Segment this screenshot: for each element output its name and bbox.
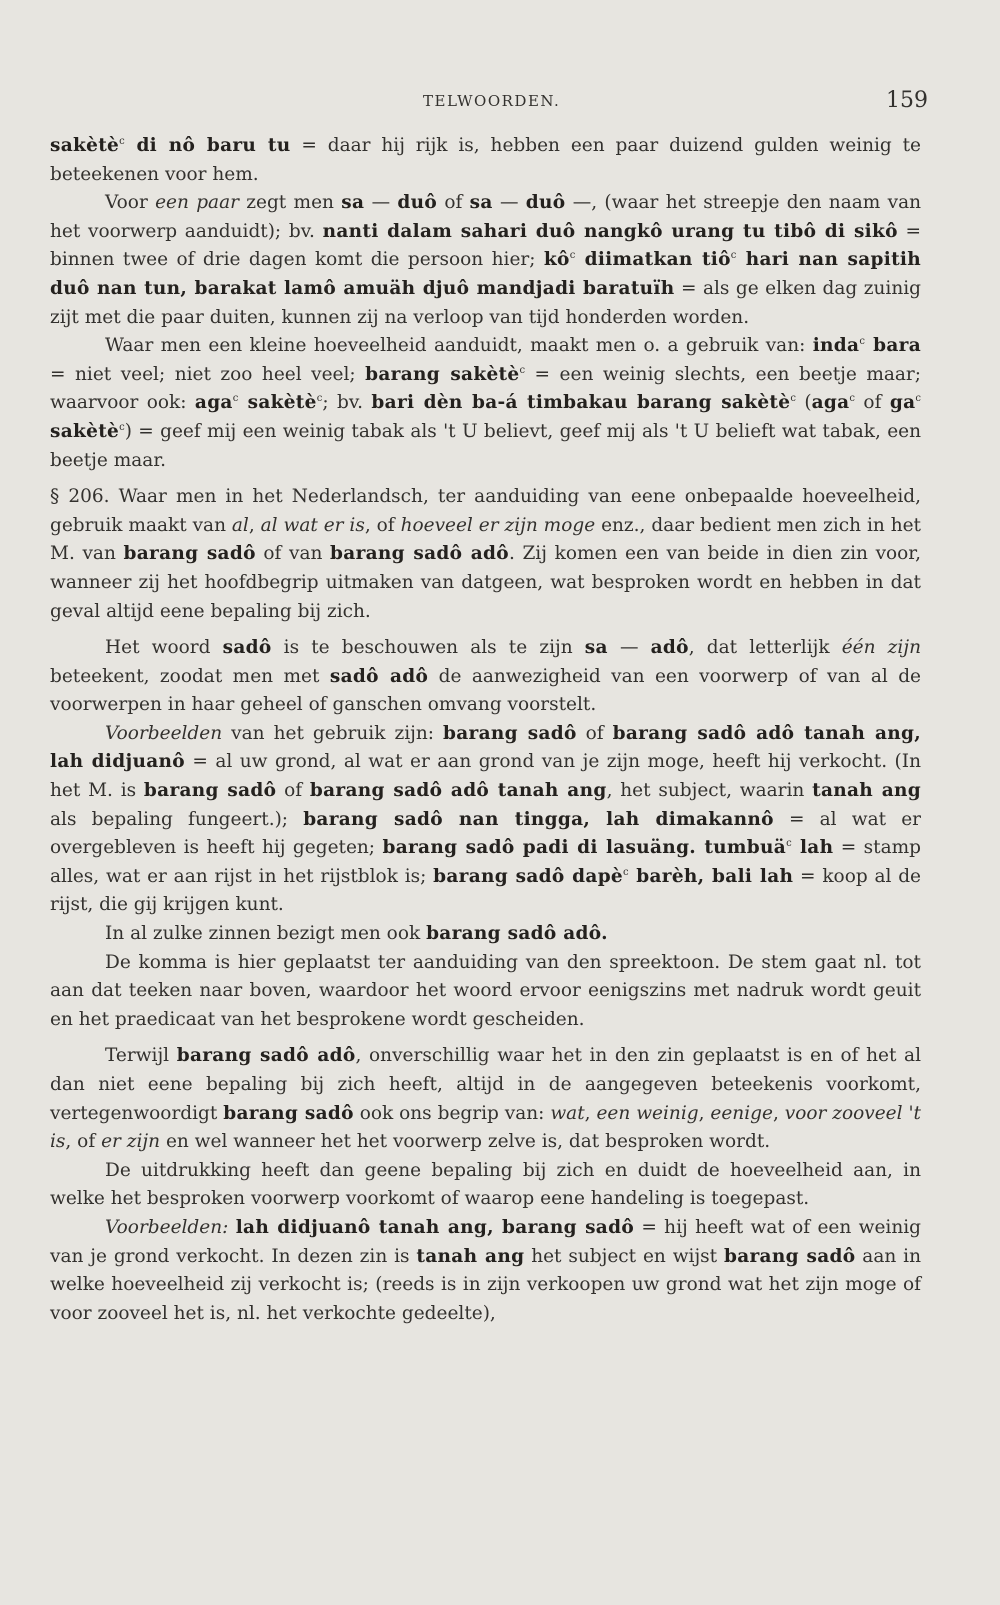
text-run: enz., daar bedient men zich in het M. van [50,514,921,565]
malay-term: sadô adô [329,665,429,687]
malay-term: diimatkan tiô [575,249,731,271]
text-run: , onverschillig waar het in den zin geplaatst is en of het al dan niet eene bepaling bij zich heeft, altijd in de aangegeven beteekenis voorkomt, vertegenwoordigt [50,1045,921,1124]
malay-term: nanti dalam sahari duô nangkô urang tu tibô di sikô [322,220,898,242]
page-header [0,88,1000,118]
malay-term: sadô [222,637,272,659]
text-run: —, (waar het streepje den naam van het voorwerp aanduidt); bv. [50,192,922,242]
page-number: 159 [886,88,928,113]
italic-text: voor zooveel 't is [50,1102,921,1153]
malay-term: barang sadô adô. [426,923,608,945]
malay-term: barang sadô dapè [433,865,623,887]
text-run: = al uw grond, al wat er aan grond van je zijn moge, heeft hij verkocht. (In het M. is [50,751,921,802]
superscript-mark: c [730,250,737,262]
text-run: is te beschouwen als te zijn [271,637,585,659]
text-run: ; bv. [322,392,372,414]
superscript-mark: c [790,393,796,405]
malay-term: bari dèn ba-á timbakau barang sakètè [371,392,791,414]
italic-text: Voorbeelden [105,722,223,744]
body-text [50,132,921,1328]
malay-term: di nô baru tu [124,135,291,156]
text-run: als bepaling fungeert.); [50,808,304,830]
superscript-mark: c [232,393,239,405]
malay-term: adô [650,637,689,659]
text-run: ) = geef mij een weinig tabak als 't U believt, geef mij als 't U belieft wat tabak, een beetje maar. [50,420,921,471]
text-run: , [772,1102,785,1124]
malay-term: hari nan sapitih duô nan tun, barakat lamô amuäh djuô mandjadi baratuïh [50,249,921,299]
text-run: In al zulke zinnen bezigt men ook [105,923,427,945]
malay-term: barang sadô adô [176,1045,356,1067]
text-run: — [364,192,398,214]
paragraph [50,332,921,475]
paragraph [50,1214,921,1328]
italic-text: al [231,514,249,536]
running-title: TELWOORDEN. [423,92,561,110]
malay-term: barang sadô adô tanah ang, lah didjuanô [50,722,921,773]
italic-text: een weinig [596,1102,699,1124]
text-run: , [698,1102,711,1124]
malay-term: barang sadô [123,543,256,565]
malay-term: barang sadô [723,1245,856,1267]
text-run: , dat letterlijk [688,637,842,659]
text-run [228,1217,235,1238]
malay-term: barang sakètè [365,363,520,385]
text-run: = daar hij rijk is, hebben een paar duizend gulden weinig te beteekenen voor hem. [50,135,921,185]
malay-term: barang sadô padi di lasuäng. tumbuä [382,837,787,859]
text-run: aan in welke hoeveelheid zij verkocht is; (reeds is in zijn verkoopen uw grond wat het zijn moge of voor zooveel het is, nl. het verkochte gedeelte), [50,1245,921,1324]
italic-text: één zijn [841,637,921,659]
paragraph [50,634,921,720]
superscript-mark: c [786,838,792,850]
text-run: van het gebruik zijn: [222,722,444,744]
paragraph [50,720,921,920]
malay-term: duô [397,192,438,214]
text-run: zegt men [238,192,342,214]
malay-term: lah [791,837,834,859]
text-run: — [607,637,651,659]
superscript-mark: c [859,336,865,347]
malay-term: aga [194,392,233,414]
malay-term: sakètè [238,392,317,414]
paragraph [50,920,921,949]
italic-text: wat [550,1102,585,1124]
superscript-mark: c [316,393,323,405]
malay-term: barang sadô adô [330,543,509,565]
italic-text: al wat er is [260,514,365,536]
text-run: beteekent, zoodat men met [50,665,330,687]
malay-term: sa [584,637,608,659]
italic-text: eenige [710,1102,773,1124]
text-run: de aanwezigheid van een voorwerp of van al de voorwerpen in haar geheel of ganschen omvang voorstelt. [50,665,922,716]
superscript-mark: c [119,421,125,433]
text-run: — [492,192,526,214]
text-run: = niet veel; niet zoo heel veel; [50,363,366,385]
text-run: of [576,722,613,744]
paragraph [50,949,921,1035]
malay-term: sa [341,192,365,214]
text-run: Het woord [105,637,223,659]
malay-term: sakètè [50,420,120,442]
text-run: , het subject, waarin [606,780,813,802]
malay-term: lah didjuanô tanah ang, barang sadô [235,1216,634,1238]
text-run: De komma is hier geplaatst ter aanduiding van den spreektoon. De stem gaat nl. tot aan dat teeken naar boven, waardoor het woord ervoor eenigszins met nadruk wordt geuit en het praedicaat van het besprokene wordt gescheiden. [50,951,921,1030]
malay-term: barang sadô [223,1102,354,1124]
text-run: , [248,514,261,536]
text-run: § 206. Waar men in het Nederlandsch, ter aanduiding van eene onbepaalde hoeveelheid, gebruik maakt van [50,486,921,536]
text-run: Voor [105,192,156,214]
paragraph [50,1042,921,1156]
text-run: , of [65,1131,102,1153]
malay-term: sa [469,192,493,214]
paragraph [50,1157,921,1214]
malay-term: ga [889,392,916,414]
paragraph [50,189,921,332]
superscript-mark: c [519,364,526,376]
superscript-mark: c [569,250,576,262]
text-run: of van [255,543,331,565]
text-run: of [855,392,890,414]
text-run: De uitdrukking heeft dan geene bepaling bij zich en duidt de hoeveelheid aan, in welke het besproken voorwerp voorkomt of waarop eene handeling is toegepast. [50,1159,921,1210]
text-run: = binnen twee of drie dagen komt die persoon hier; [50,220,921,271]
text-run: = koop al de rijst, die gij krijgen kunt. [50,865,921,916]
malay-term: sakètè [50,135,120,156]
italic-text: Voorbeelden: [105,1216,229,1238]
malay-term: kô [543,249,570,271]
malay-term: barang sadô [143,780,277,802]
italic-text: hoeveel er zijn moge [400,514,596,536]
text-run: of [276,780,310,802]
malay-term: barang sadô nan tingga, lah dimakannô [303,808,774,830]
superscript-mark: c [849,393,855,405]
text-run: Waar men een kleine hoeveelheid aanduidt, maakt men o. a gebruik van: [105,335,813,357]
malay-term: barang sadô [443,722,577,744]
malay-term: aga [811,392,850,414]
text-run: en wel wanneer het het voorwerp zelve is, dat besproken wordt. [160,1131,771,1153]
text-run: ook ons begrip van: [353,1102,551,1124]
paragraph [50,132,921,189]
text-run: = een weinig slechts, een beetje maar; waarvoor ook: [50,363,921,414]
superscript-mark: c [915,393,921,405]
text-run: = stamp alles, wat er aan rijst in het rijstblok is; [50,837,922,887]
malay-term: barèh, bali lah [628,865,794,887]
text-run: . Zij komen een van beide in dien zin voor, wanneer zij het hoofdbegrip uitmaken van datgeen, wat besproken wordt en hebben in dat geval altijd eene bepaling bij zich. [50,543,921,622]
malay-term: tanah ang [416,1245,525,1267]
text-run: of [437,192,470,214]
italic-text: een paar [155,192,239,214]
italic-text: er zijn [101,1131,161,1153]
text-run: Terwijl [105,1045,177,1067]
malay-term: inda [812,335,860,357]
malay-term: tanah ang [812,780,921,802]
text-run: het subject en wijst [524,1245,724,1267]
superscript-mark: c [119,135,125,147]
text-run: ( [795,392,812,414]
section-paragraph [50,483,921,626]
text-run: , of [364,514,401,536]
malay-term: barang sadô adô tanah ang [309,780,607,802]
malay-term: duô [525,192,566,214]
text-run: = hij heeft wat of een weinig van je grond verkocht. In dezen zin is [50,1216,921,1267]
malay-term: bara [864,335,921,357]
text-run: = als ge elken dag zuinig zijt met die paar duiten, kunnen zij na verloop van tijd honderden worden. [50,277,921,328]
text-run: , [584,1102,597,1124]
text-run: = al wat er overgebleven is heeft hij gegeten; [50,808,921,859]
superscript-mark: c [623,866,629,878]
